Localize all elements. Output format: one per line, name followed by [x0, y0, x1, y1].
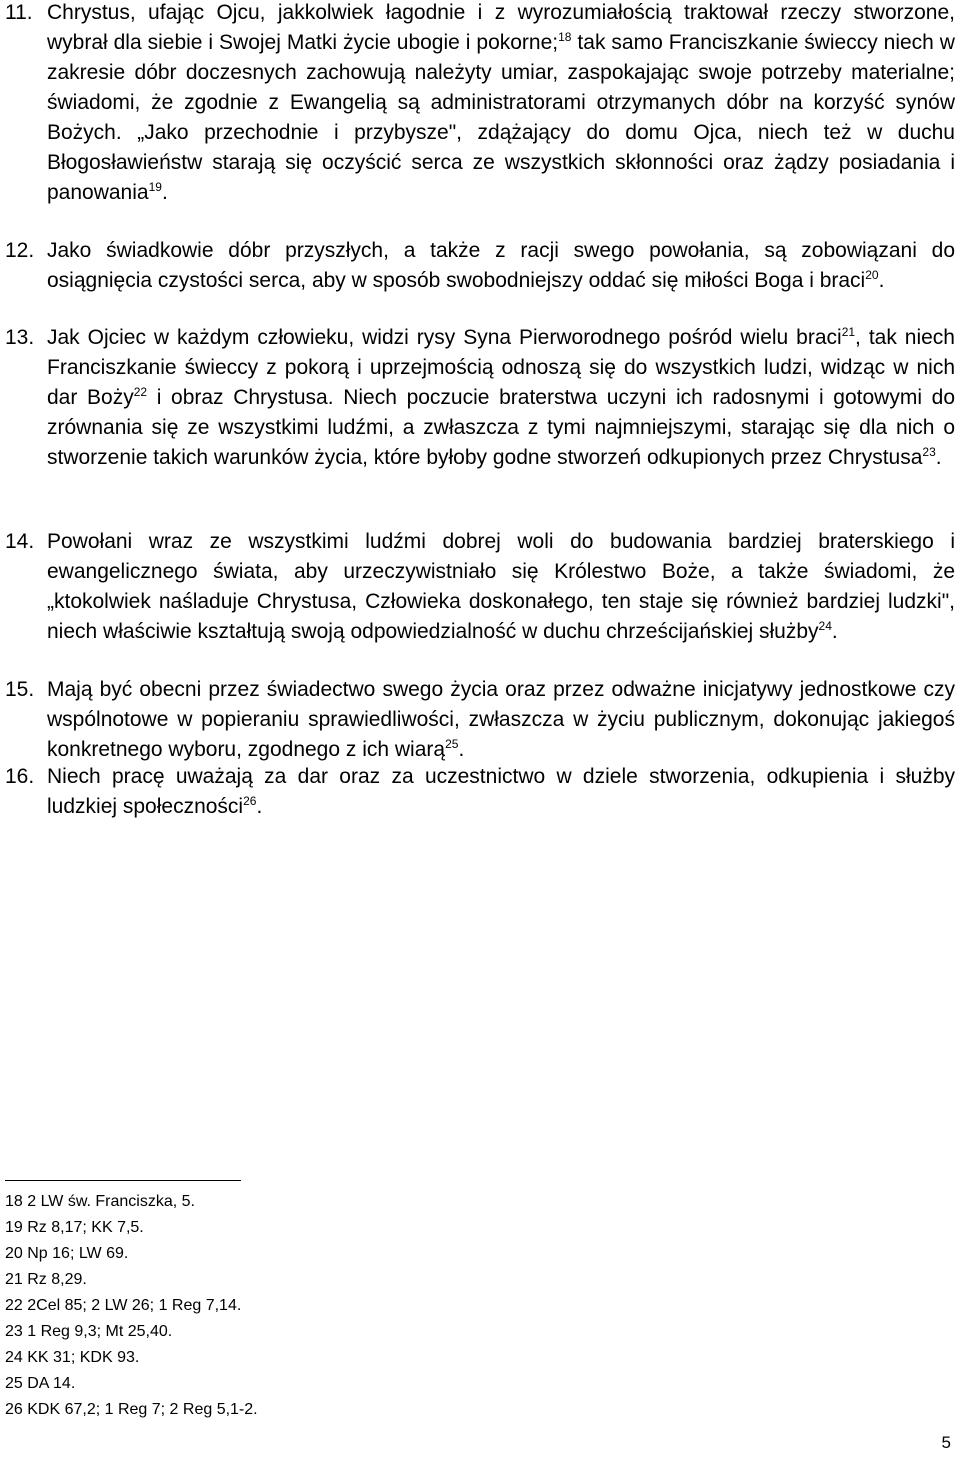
footnote-ref[interactable]: 25 [445, 737, 459, 751]
footnote-ref[interactable]: 19 [148, 180, 162, 194]
footnotes [5, 1189, 605, 1423]
paragraph-number: 15. [5, 678, 35, 701]
paragraph-14 [5, 527, 955, 647]
paragraph-text: Mają być obecni przez świadectwo swego życia oraz przez odważne inicjatywy jednostkowe czy wspólnotowe w popieraniu sprawiedliwości, zwłaszcza w życiu publicznym, dokonując jakiegoś konkretnego wyboru, zgodnego z ich wiarą$^{25}$. [47, 678, 955, 761]
footnote: 26 KDK 67,2; 1 Reg 7; 2 Reg 5,1-2. [5, 1401, 258, 1418]
footnote: 21 Rz 8,29. [5, 1271, 87, 1288]
paragraph-12 [5, 236, 955, 296]
footnote-ref[interactable]: 22 [133, 385, 148, 399]
footnote: 20 Np 16; LW 69. [5, 1245, 129, 1262]
footnote-ref[interactable]: 23 [922, 445, 936, 459]
footnote: 24 KK 31; KDK 93. [5, 1349, 140, 1366]
footnote: 25 DA 14. [5, 1375, 76, 1392]
paragraph-number: 13. [5, 326, 35, 349]
footnote-ref[interactable]: 26 [243, 794, 257, 808]
footnote: 22 2Cel 85; 2 LW 26; 1 Reg 7,14. [5, 1297, 242, 1314]
paragraph-text: Chrystus, ufając Ojcu, jakkolwiek łagodnie i z wyrozumiałością traktował rzeczy stworzone, wybrał dla siebie i Swojej Matki życie ubogie i pokorne;$^{18}$ tak samo Franciszkanie świeccy niech w zakresie dóbr doczesnych zachowują należyty umiar, zaspokajając swoje potrzeby materialne; świadomi, że zgodnie z Ewangelią są administratorami otrzymanych dóbr na korzyść synów Bożych. „Jako przechodnie i przybysze", zdążający do domu Ojca, niech też w duchu Błogosławieństw starają się oczyścić serca ze wszystkich skłonności oraz żądzy posiadania i panowania$^{19}$. [47, 1, 955, 204]
paragraph-number: 12. [5, 239, 35, 262]
footnote-ref[interactable]: 21 [841, 325, 856, 339]
paragraph-15 [5, 675, 955, 765]
footnote-ref[interactable]: 20 [865, 268, 879, 282]
paragraph-text: Jak Ojciec w każdym człowieku, widzi rysy Syna Pierworodnego pośród wielu braci$^{21}$, tak niech Franciszkanie świeccy z pokorą i uprzejmością odnoszą się do wszystkich ludzi, widząc w nich dar Boży$^{22}$ i obraz Chrystusa. Niech poczucie braterstwa uczyni ich radosnymi i gotowymi do zrównania się ze wszystkimi ludźmi, a zwłaszcza z tymi najmniejszymi, starając się dla nich o stworzenie takich warunków życia, które byłoby godne stworzeń odkupionych przez Chrystusa$^{23}$. [47, 325, 955, 469]
paragraph-number: 11. [5, 1, 33, 24]
footnote: 19 Rz 8,17; KK 7,5. [5, 1219, 144, 1236]
footnote-divider [5, 1180, 241, 1181]
footnote: 18 2 LW św. Franciszka, 5. [5, 1193, 195, 1210]
footnote-ref[interactable]: 18 [558, 30, 572, 44]
paragraph-text: Jako świadkowie dóbr przyszłych, a także z racji swego powołania, są zobowiązani do osiągnięcia czystości serca, aby w sposób swobodniejszy oddać się miłości Boga i braci$^{20}$. [47, 239, 955, 292]
paragraph-text: Niech pracę uważają za dar oraz za uczestnictwo w dziele stworzenia, odkupienia i służby ludzkiej społeczności$^{26}$. [47, 765, 955, 818]
paragraph-11 [5, 0, 955, 208]
footnote-ref[interactable]: 24 [818, 619, 832, 633]
paragraph-number: 14. [5, 530, 35, 553]
footnote: 23 1 Reg 9,3; Mt 25,40. [5, 1323, 173, 1340]
page-number: 5 [941, 1433, 951, 1452]
paragraph-16 [5, 762, 955, 822]
paragraph-13 [5, 323, 955, 473]
paragraph-text: Powołani wraz ze wszystkimi ludźmi dobrej woli do budowania bardziej braterskiego i ewangelicznego świata, aby urzeczywistniało się Królestwo Boże, a także świadomi, że „ktokolwiek naśladuje Chrystusa, Człowieka doskonałego, ten staje się również bardziej ludzki", niech właściwie kształtują swoją odpowiedzialność w duchu chrześcijańskiej służby$^{24}$. [47, 530, 955, 643]
paragraph-number: 16. [5, 765, 35, 788]
